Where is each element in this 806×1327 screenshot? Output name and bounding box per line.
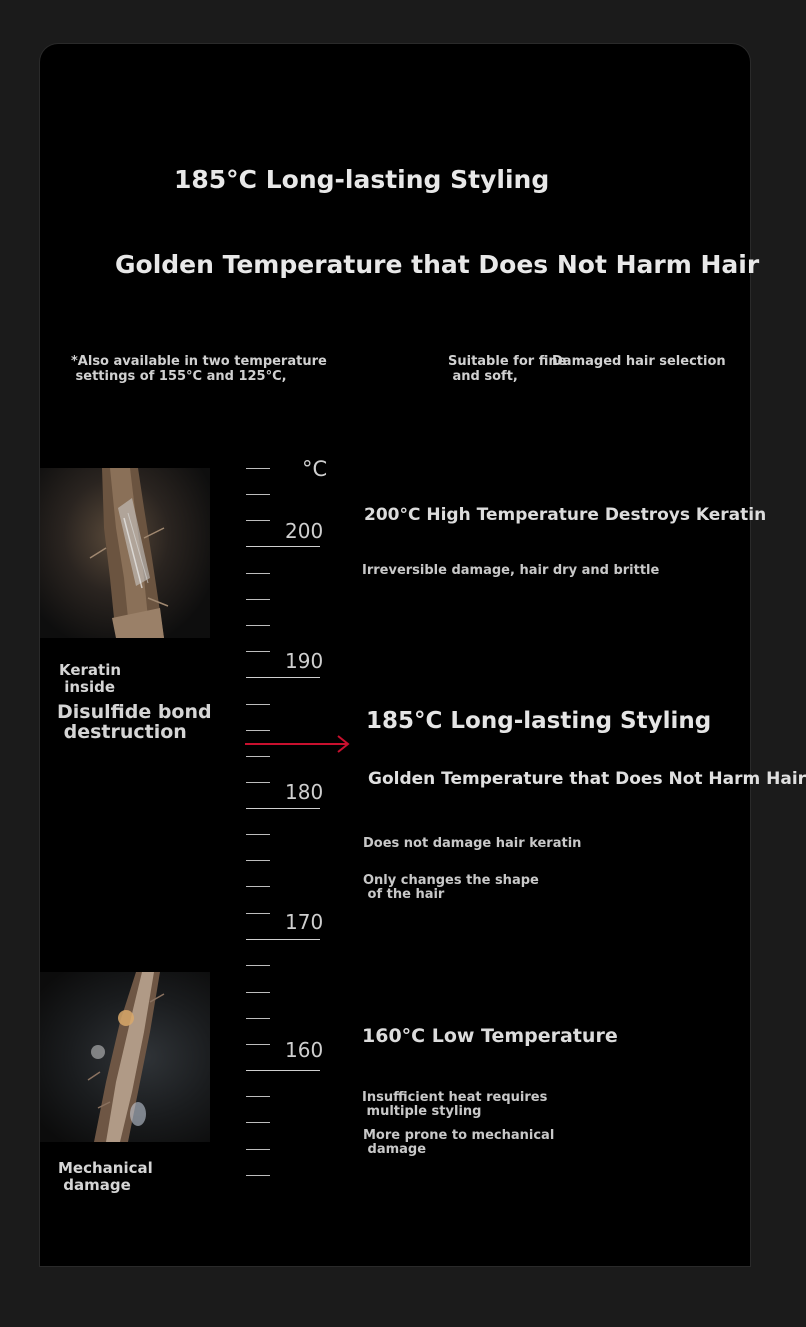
scale-tick <box>246 625 270 626</box>
mid-temp-title: 185°C Long-lasting Styling <box>366 708 712 734</box>
burnt-hair-illustration <box>40 468 210 638</box>
temperature-info-panel <box>40 44 806 1266</box>
scale-label-160: 160 <box>285 1038 324 1062</box>
mid-temp-subtitle: Golden Temperature that Does Not Harm Hair <box>368 769 806 789</box>
scale-label-200: 200 <box>285 519 324 543</box>
scale-tick <box>246 1044 270 1045</box>
scale-tick <box>246 1149 270 1150</box>
scale-tick <box>246 756 270 757</box>
mid-temp-desc-2: Only changes the shape of the hair <box>363 873 539 903</box>
scale-tick <box>246 1122 270 1123</box>
temperature-note: *Also available in two temperature settings of 155°C and 125°C, <box>71 354 327 385</box>
scale-tick <box>246 704 270 705</box>
suitable-note: Suitable for fine and soft, <box>448 354 567 385</box>
scale-tick <box>246 913 270 914</box>
keratin-inside-label: Keratin inside <box>59 661 122 696</box>
scale-tick <box>246 1018 270 1019</box>
scale-label-170: 170 <box>285 910 324 934</box>
disulfide-bond-label: Disulfide bond destruction <box>57 701 212 744</box>
scale-tick <box>246 573 270 574</box>
scale-major-tick <box>246 808 320 809</box>
scale-tick <box>246 782 270 783</box>
scale-tick <box>246 494 270 495</box>
scale-tick <box>246 651 270 652</box>
scale-major-tick <box>246 546 320 547</box>
scale-major-tick <box>246 677 320 678</box>
scale-major-tick <box>246 939 320 940</box>
scale-tick <box>246 992 270 993</box>
hero-title: 185°C Long-lasting Styling <box>174 165 550 194</box>
scale-tick <box>246 886 270 887</box>
scale-tick <box>246 834 270 835</box>
scale-tick <box>246 860 270 861</box>
rough-hair-illustration <box>40 972 210 1142</box>
scale-tick <box>246 965 270 966</box>
mid-temp-desc-1: Does not damage hair keratin <box>363 836 582 851</box>
mechanical-damage-label: Mechanical damage <box>58 1159 153 1194</box>
hero-subtitle: Golden Temperature that Does Not Harm Hair <box>115 250 760 279</box>
scale-tick <box>246 468 270 469</box>
high-temp-desc: Irreversible damage, hair dry and brittle <box>362 563 660 578</box>
low-temp-title: 160°C Low Temperature <box>362 1025 618 1047</box>
low-temp-desc-1: Insufficient heat requires multiple styling <box>362 1090 548 1120</box>
scale-tick <box>246 1096 270 1097</box>
high-temp-title: 200°C High Temperature Destroys Keratin <box>364 505 767 525</box>
scale-tick <box>246 730 270 731</box>
damaged-hair-photo <box>40 468 210 638</box>
temperature-unit: °C <box>302 457 328 481</box>
damaged-hair-note: Damaged hair selection <box>552 354 726 369</box>
scale-label-190: 190 <box>285 649 324 673</box>
scale-tick <box>246 520 270 521</box>
scale-tick <box>246 1175 270 1176</box>
scale-tick <box>246 599 270 600</box>
low-temp-hair-photo <box>40 972 210 1142</box>
low-temp-desc-2: More prone to mechanical damage <box>363 1128 555 1158</box>
arrow-right-icon <box>245 734 351 754</box>
scale-major-tick <box>246 1070 320 1071</box>
scale-label-180: 180 <box>285 780 324 804</box>
